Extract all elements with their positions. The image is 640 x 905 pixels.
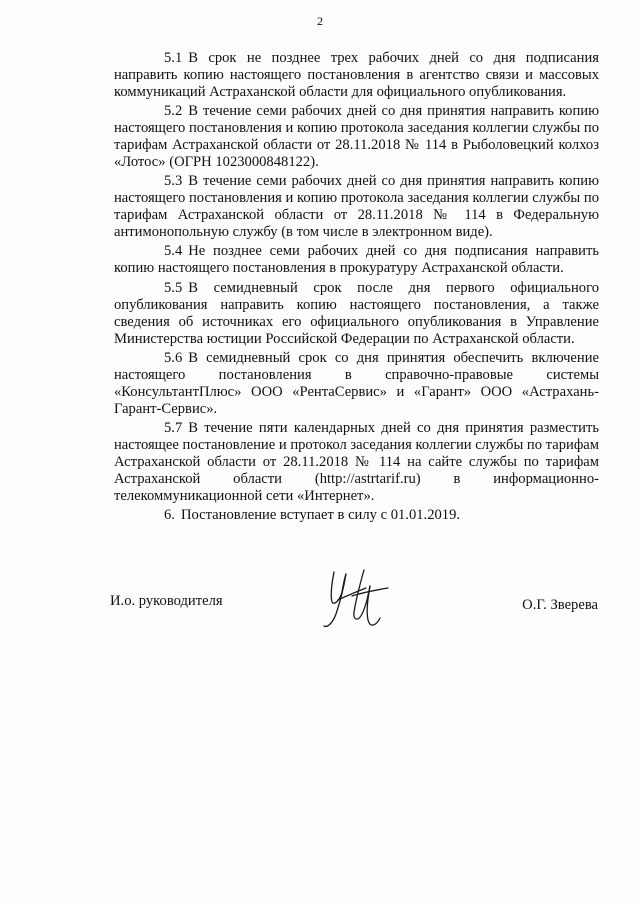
paragraph-number: 5.4 <box>164 243 183 260</box>
paragraph-number: 5.7 <box>164 420 183 437</box>
paragraph-number: 5.6 <box>164 349 183 366</box>
paragraph-text: В срок не позднее трех рабочих дней со дня подписания направить копию настоящего постановления в агентство связи и массовых коммуникаций Астраханской области для официального опубликования. <box>114 50 599 100</box>
handwritten-signature <box>316 566 396 632</box>
paragraph-text: В течение семи рабочих дней со дня принятия направить копию настоящего постановления и копию протокола заседания коллегии службы по тарифам Астраханской области от 28.11.2018 № 114 в Рыболовецкий колхоз «Лотос» (ОГРН 1023000848122). <box>114 103 599 170</box>
paragraph-number: 5.3 <box>164 173 183 190</box>
paragraph-number: 5.2 <box>164 103 183 120</box>
paragraph-text: В течение пяти календарных дней со дня принятия разместить настоящее постановление и протокол заседания коллегии службы по тарифам Астраханской области от 28.11.2018 № 114 на сайте службы по тарифам Астраханской области (http://astrtarif.ru) в информационно-телекоммуникационной сети «Интернет». <box>114 420 599 504</box>
paragraph-text: В семидневный срок после дня первого официального опубликования направить копию настоящего постановления, а также сведения об источниках его официального опубликования в Управление Министерства юстиции Российской Федерации по Астраханской области. <box>114 279 599 347</box>
paragraph-text: Постановление вступает в силу с 01.01.2019. <box>180 507 461 524</box>
paragraph-number: 5.5 <box>164 279 183 296</box>
paragraph-text: В течение семи рабочих дней со дня принятия направить копию настоящего постановления и копию протокола заседания коллегии службы по тарифам Астраханской области от 28.11.2018 № 114 в Федеральную антимонопольную службу (в том числе в электронном виде). <box>114 173 599 241</box>
page-number: 2 <box>317 14 323 28</box>
paragraph-text: Не позднее семи рабочих дней со дня подписания направить копию настоящего постановления в прокуратуру Астраханской области. <box>114 243 599 277</box>
paragraph-text: В семидневный срок со дня принятия обеспечить включение настоящего постановления в справочно-правовые системы «КонсультантПлюс» ООО «РентаСервис» и «Гарант» ООО «Астрахань-Гарант-Сервис». <box>114 349 599 417</box>
signatory-role: И.о. руководителя <box>110 593 223 609</box>
paragraph-number: 6. <box>164 507 175 524</box>
paragraph-number: 5.1 <box>164 50 183 66</box>
signatory-name: О.Г. Зверева <box>522 597 598 613</box>
